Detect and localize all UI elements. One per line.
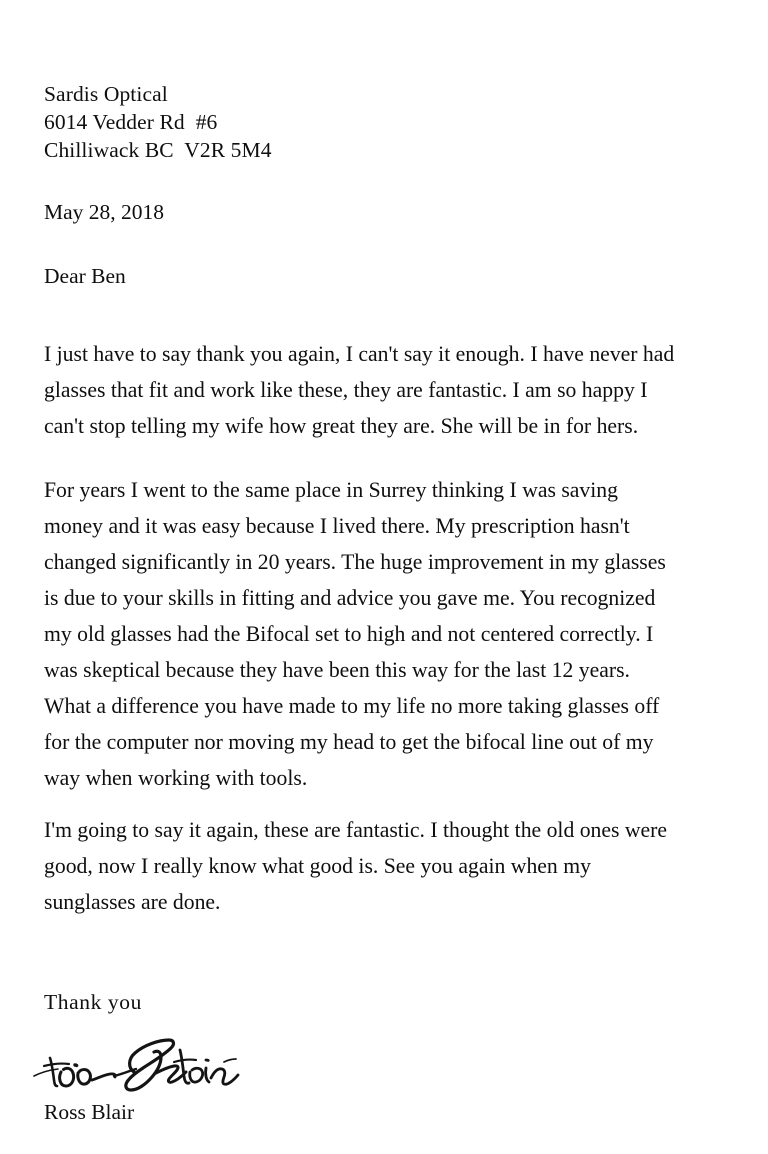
- paragraph-line: way when working with tools.: [44, 766, 308, 790]
- paragraph-line: I just have to say thank you again, I can't say it enough. I have never had: [44, 342, 675, 366]
- sender-address-line-3: Chilliwack BC V2R 5M4: [44, 138, 272, 162]
- paragraph-line: changed significantly in 20 years. The huge improvement in my glasses: [44, 550, 666, 574]
- paragraph-line: I'm going to say it again, these are fantastic. I thought the old ones were: [44, 818, 668, 842]
- letter-salutation: Dear Ben: [44, 264, 126, 288]
- paragraph-line: For years I went to the same place in Surrey thinking I was saving: [44, 478, 618, 502]
- letter-paragraph-3: [44, 812, 736, 920]
- paragraph-line: can't stop telling my wife how great they are. She will be in for hers.: [44, 414, 639, 438]
- letter-paragraph-1: [44, 336, 736, 444]
- paragraph-line: money and it was easy because I lived there. My prescription hasn't: [44, 514, 630, 538]
- paragraph-line: glasses that fit and work like these, they are fantastic. I am so happy I: [44, 378, 648, 402]
- paragraph-line: my old glasses had the Bifocal set to high and not centered correctly. I: [44, 622, 654, 646]
- paragraph-line: is due to your skills in fitting and advice you gave me. You recognized: [44, 586, 656, 610]
- letter-closing: Thank you: [44, 990, 142, 1014]
- paragraph-line: sunglasses are done.: [44, 890, 221, 914]
- paragraph-line: good, now I really know what good is. See you again when my: [44, 854, 591, 878]
- paragraph-line: What a difference you have made to my life no more taking glasses off: [44, 694, 660, 718]
- sender-address-line-2: 6014 Vedder Rd #6: [44, 110, 218, 134]
- sender-address-line-1: Sardis Optical: [44, 82, 168, 106]
- handwritten-signature-icon: [28, 1028, 288, 1100]
- letter-date: May 28, 2018: [44, 200, 165, 224]
- paragraph-line: for the computer nor moving my head to get the bifocal line out of my: [44, 730, 654, 754]
- signer-name: Ross Blair: [44, 1100, 135, 1124]
- letter-paragraph-2: [44, 472, 736, 796]
- paragraph-line: was skeptical because they have been this way for the last 12 years.: [44, 658, 630, 682]
- sender-address: [44, 80, 272, 164]
